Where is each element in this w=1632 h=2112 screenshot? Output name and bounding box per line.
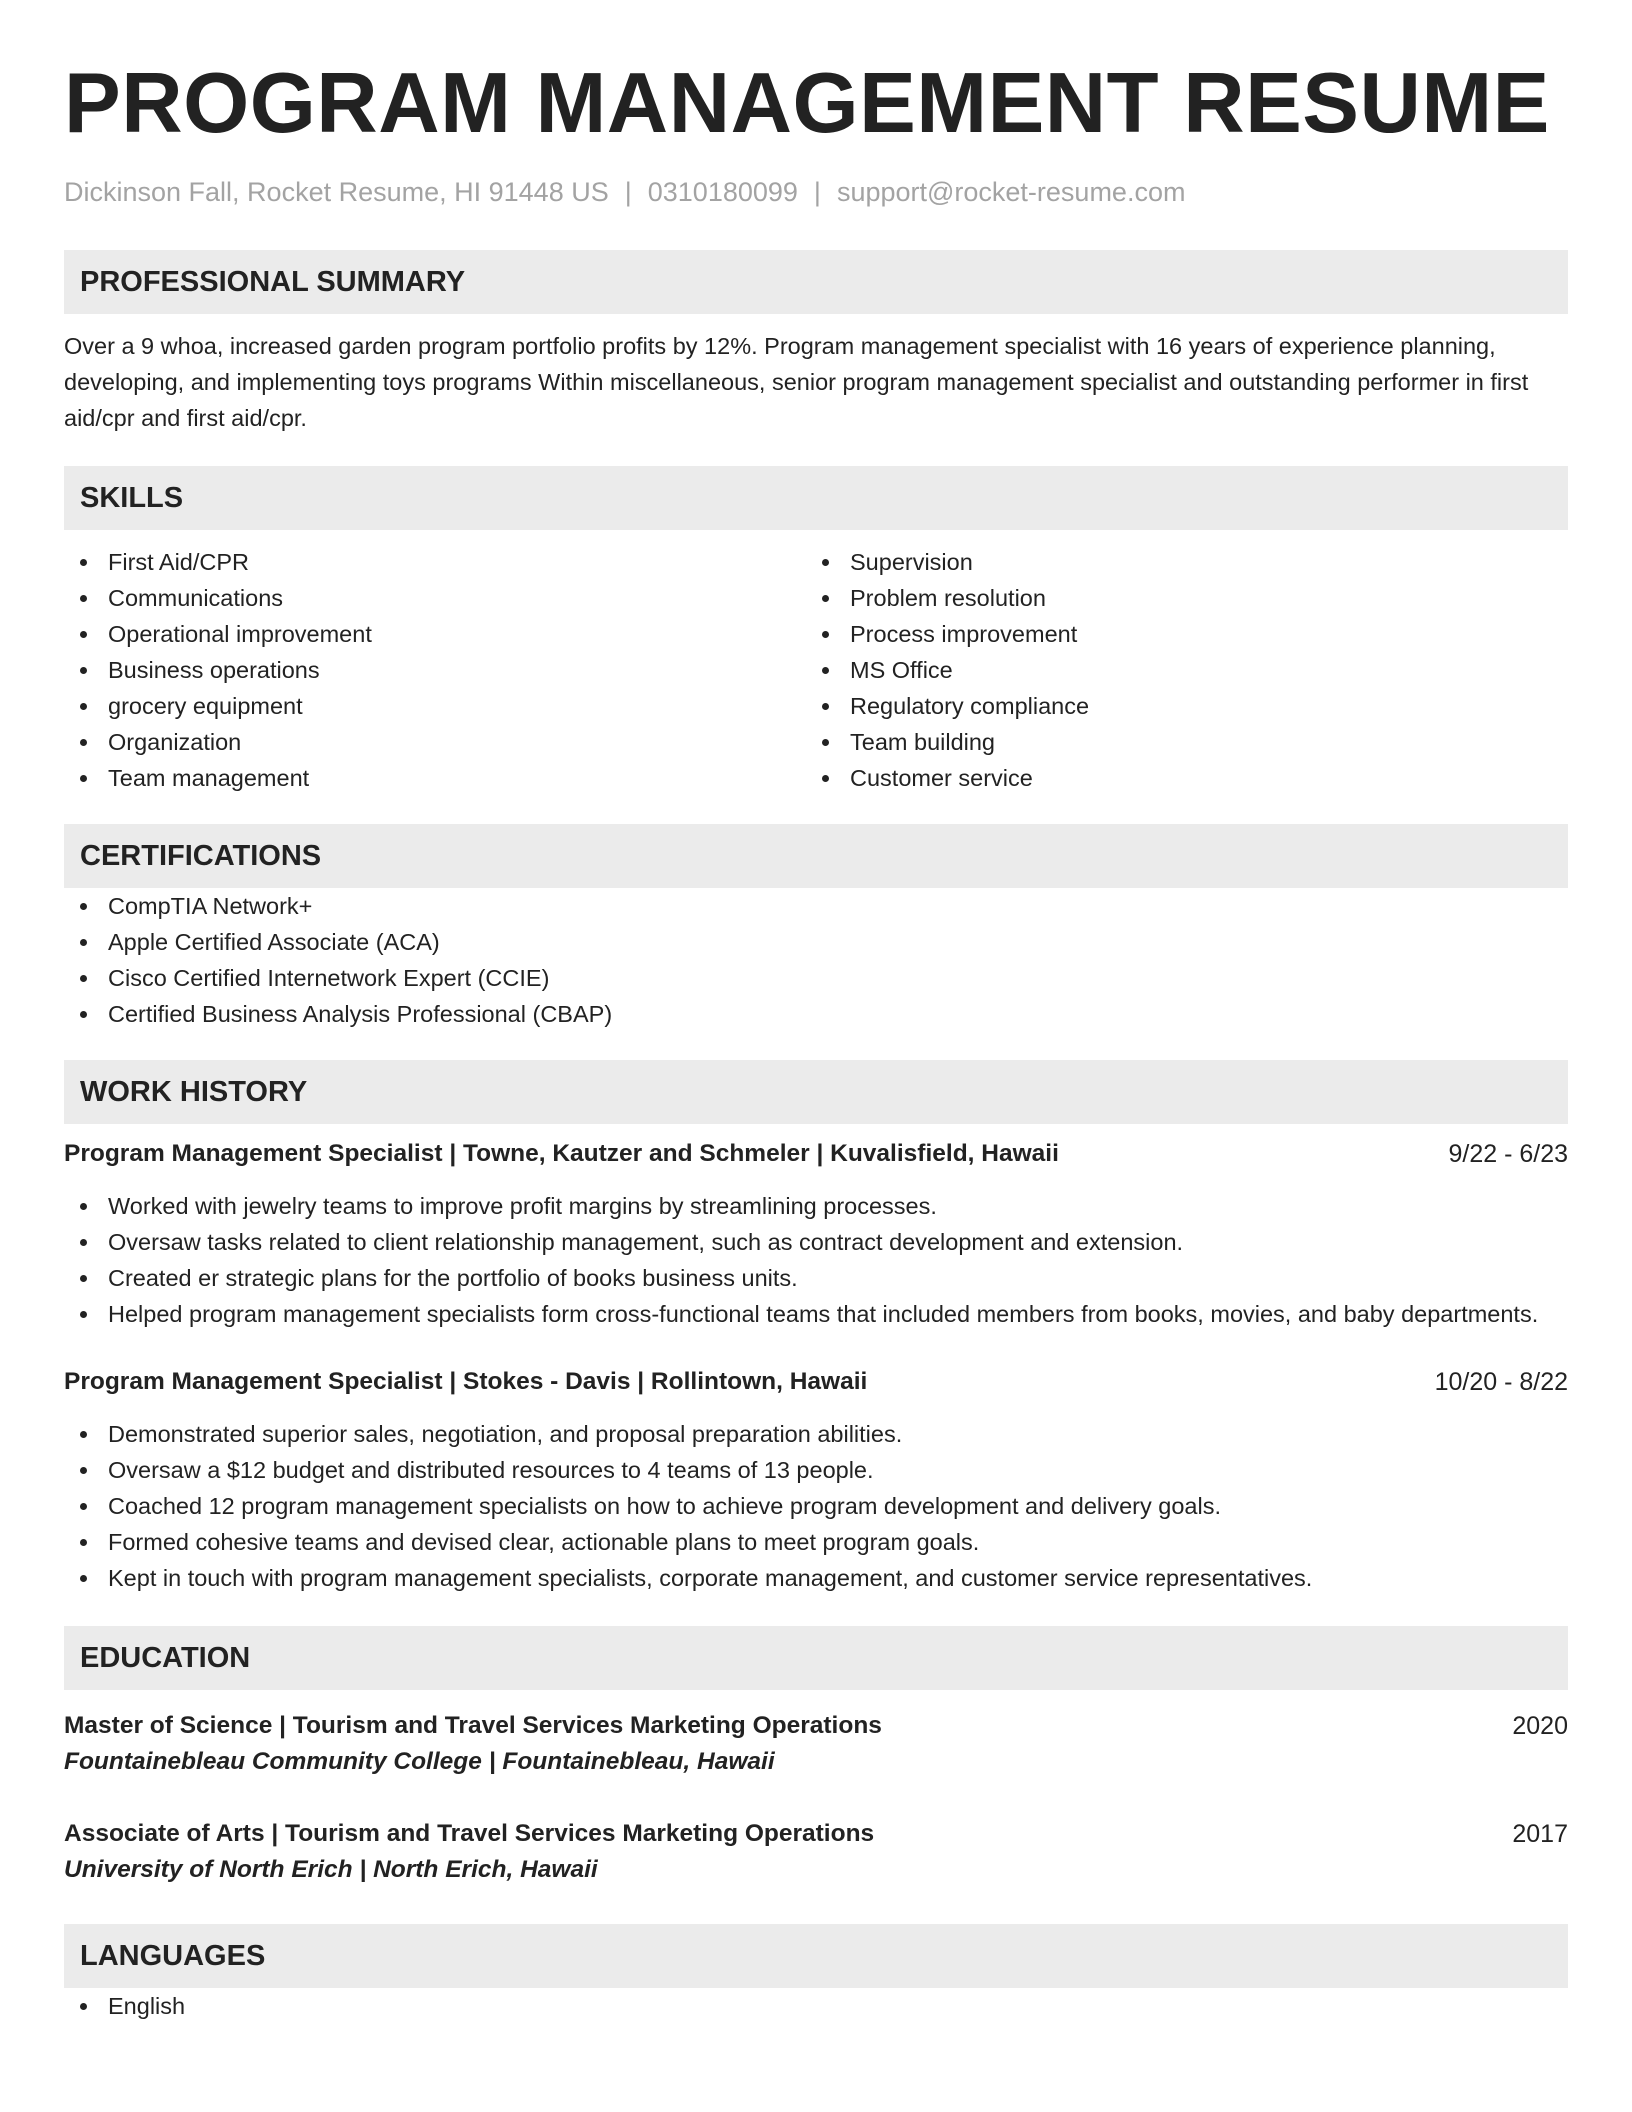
- section-header-languages: LANGUAGES: [64, 1924, 1568, 1988]
- education-school: University of North Erich | North Erich, Hawaii: [64, 1856, 598, 1883]
- skill-item: Operational improvement: [64, 616, 806, 652]
- certification-item: Apple Certified Associate (ACA): [64, 924, 1568, 960]
- certification-item: CompTIA Network+: [64, 888, 1568, 924]
- job-header: [64, 1364, 1568, 1400]
- languages-list: [64, 1988, 1568, 2024]
- section-header-summary: PROFESSIONAL SUMMARY: [64, 250, 1568, 314]
- job-bullet: Demonstrated superior sales, negotiation, and proposal preparation abilities.: [64, 1416, 1568, 1452]
- skills-column-right: [806, 544, 1548, 796]
- education-entry: [64, 1708, 1568, 1780]
- education-year: 2017: [1512, 1820, 1568, 1848]
- section-header-certifications: CERTIFICATIONS: [64, 824, 1568, 888]
- job-header: [64, 1136, 1568, 1172]
- job-title: Program Management Specialist | Towne, Kautzer and Schmeler | Kuvalisfield, Hawaii: [64, 1140, 1059, 1167]
- skill-item: Communications: [64, 580, 806, 616]
- contact-line: [64, 174, 1568, 210]
- skills-grid: [64, 544, 1568, 796]
- job-entry: [64, 1136, 1568, 1332]
- job-bullet: Kept in touch with program management specialists, corporate management, and customer service representatives.: [64, 1560, 1568, 1596]
- contact-phone: 0310180099: [647, 177, 798, 207]
- resume-title: PROGRAM MANAGEMENT RESUME: [64, 56, 1550, 151]
- skill-item: Organization: [64, 724, 806, 760]
- certification-item: Certified Business Analysis Professional (CBAP): [64, 996, 1568, 1032]
- education-year: 2020: [1512, 1712, 1568, 1740]
- skill-item: First Aid/CPR: [64, 544, 806, 580]
- skill-item: Business operations: [64, 652, 806, 688]
- job-bullet: Worked with jewelry teams to improve profit margins by streamlining processes.: [64, 1188, 1568, 1224]
- job-dates: 9/22 - 6/23: [1448, 1140, 1568, 1168]
- education-entry: [64, 1816, 1568, 1888]
- skills-list-left: [64, 544, 806, 796]
- job-bullet: Created er strategic plans for the portfolio of books business units.: [64, 1260, 1568, 1296]
- education-degree: Associate of Arts | Tourism and Travel Services Marketing Operations: [64, 1820, 875, 1847]
- section-header-work-history: WORK HISTORY: [64, 1060, 1568, 1124]
- section-header-education: EDUCATION: [64, 1626, 1568, 1690]
- job-bullet: Helped program management specialists form cross-functional teams that included members from books, movies, and baby departments.: [64, 1296, 1568, 1332]
- skill-item: Process improvement: [806, 616, 1548, 652]
- skills-list-right: [806, 544, 1548, 796]
- certifications-list: [64, 888, 1568, 1032]
- job-bullets: [64, 1416, 1568, 1596]
- skill-item: Customer service: [806, 760, 1548, 796]
- section-header-skills: SKILLS: [64, 466, 1568, 530]
- language-item: English: [64, 1988, 1568, 2024]
- skill-item: Supervision: [806, 544, 1548, 580]
- skill-item: MS Office: [806, 652, 1548, 688]
- job-bullet: Formed cohesive teams and devised clear, actionable plans to meet program goals.: [64, 1524, 1568, 1560]
- job-entry: [64, 1364, 1568, 1596]
- job-bullet: Oversaw tasks related to client relationship management, such as contract development and extension.: [64, 1224, 1568, 1260]
- skills-column-left: [64, 544, 806, 796]
- contact-address: Dickinson Fall, Rocket Resume, HI 91448 US: [64, 177, 609, 207]
- contact-separator: |: [813, 177, 821, 207]
- job-bullet: Coached 12 program management specialists on how to achieve program development and delivery goals.: [64, 1488, 1568, 1524]
- summary-text: Over a 9 whoa, increased garden program portfolio profits by 12%. Program management specialist with 16 years of experience planning, developing, and implementing toys programs Within miscellaneous, senior program management specialist and outstanding performer in first aid/cpr and first aid/cpr.: [64, 333, 1529, 431]
- education-school: Fountainebleau Community College | Fountainebleau, Hawaii: [64, 1748, 775, 1775]
- job-bullets: [64, 1188, 1568, 1332]
- job-bullet: Oversaw a $12 budget and distributed resources to 4 teams of 13 people.: [64, 1452, 1568, 1488]
- job-dates: 10/20 - 8/22: [1434, 1368, 1568, 1396]
- contact-separator: |: [624, 177, 632, 207]
- skill-item: Regulatory compliance: [806, 688, 1548, 724]
- education-header: [64, 1816, 1568, 1852]
- contact-email: support@rocket-resume.com: [836, 177, 1186, 207]
- certification-item: Cisco Certified Internetwork Expert (CCIE): [64, 960, 1568, 996]
- skill-item: Team building: [806, 724, 1548, 760]
- skill-item: grocery equipment: [64, 688, 806, 724]
- education-header: [64, 1708, 1568, 1744]
- education-degree: Master of Science | Tourism and Travel Services Marketing Operations: [64, 1712, 882, 1739]
- skill-item: Team management: [64, 760, 806, 796]
- skill-item: Problem resolution: [806, 580, 1548, 616]
- job-title: Program Management Specialist | Stokes - Davis | Rollintown, Hawaii: [64, 1368, 868, 1395]
